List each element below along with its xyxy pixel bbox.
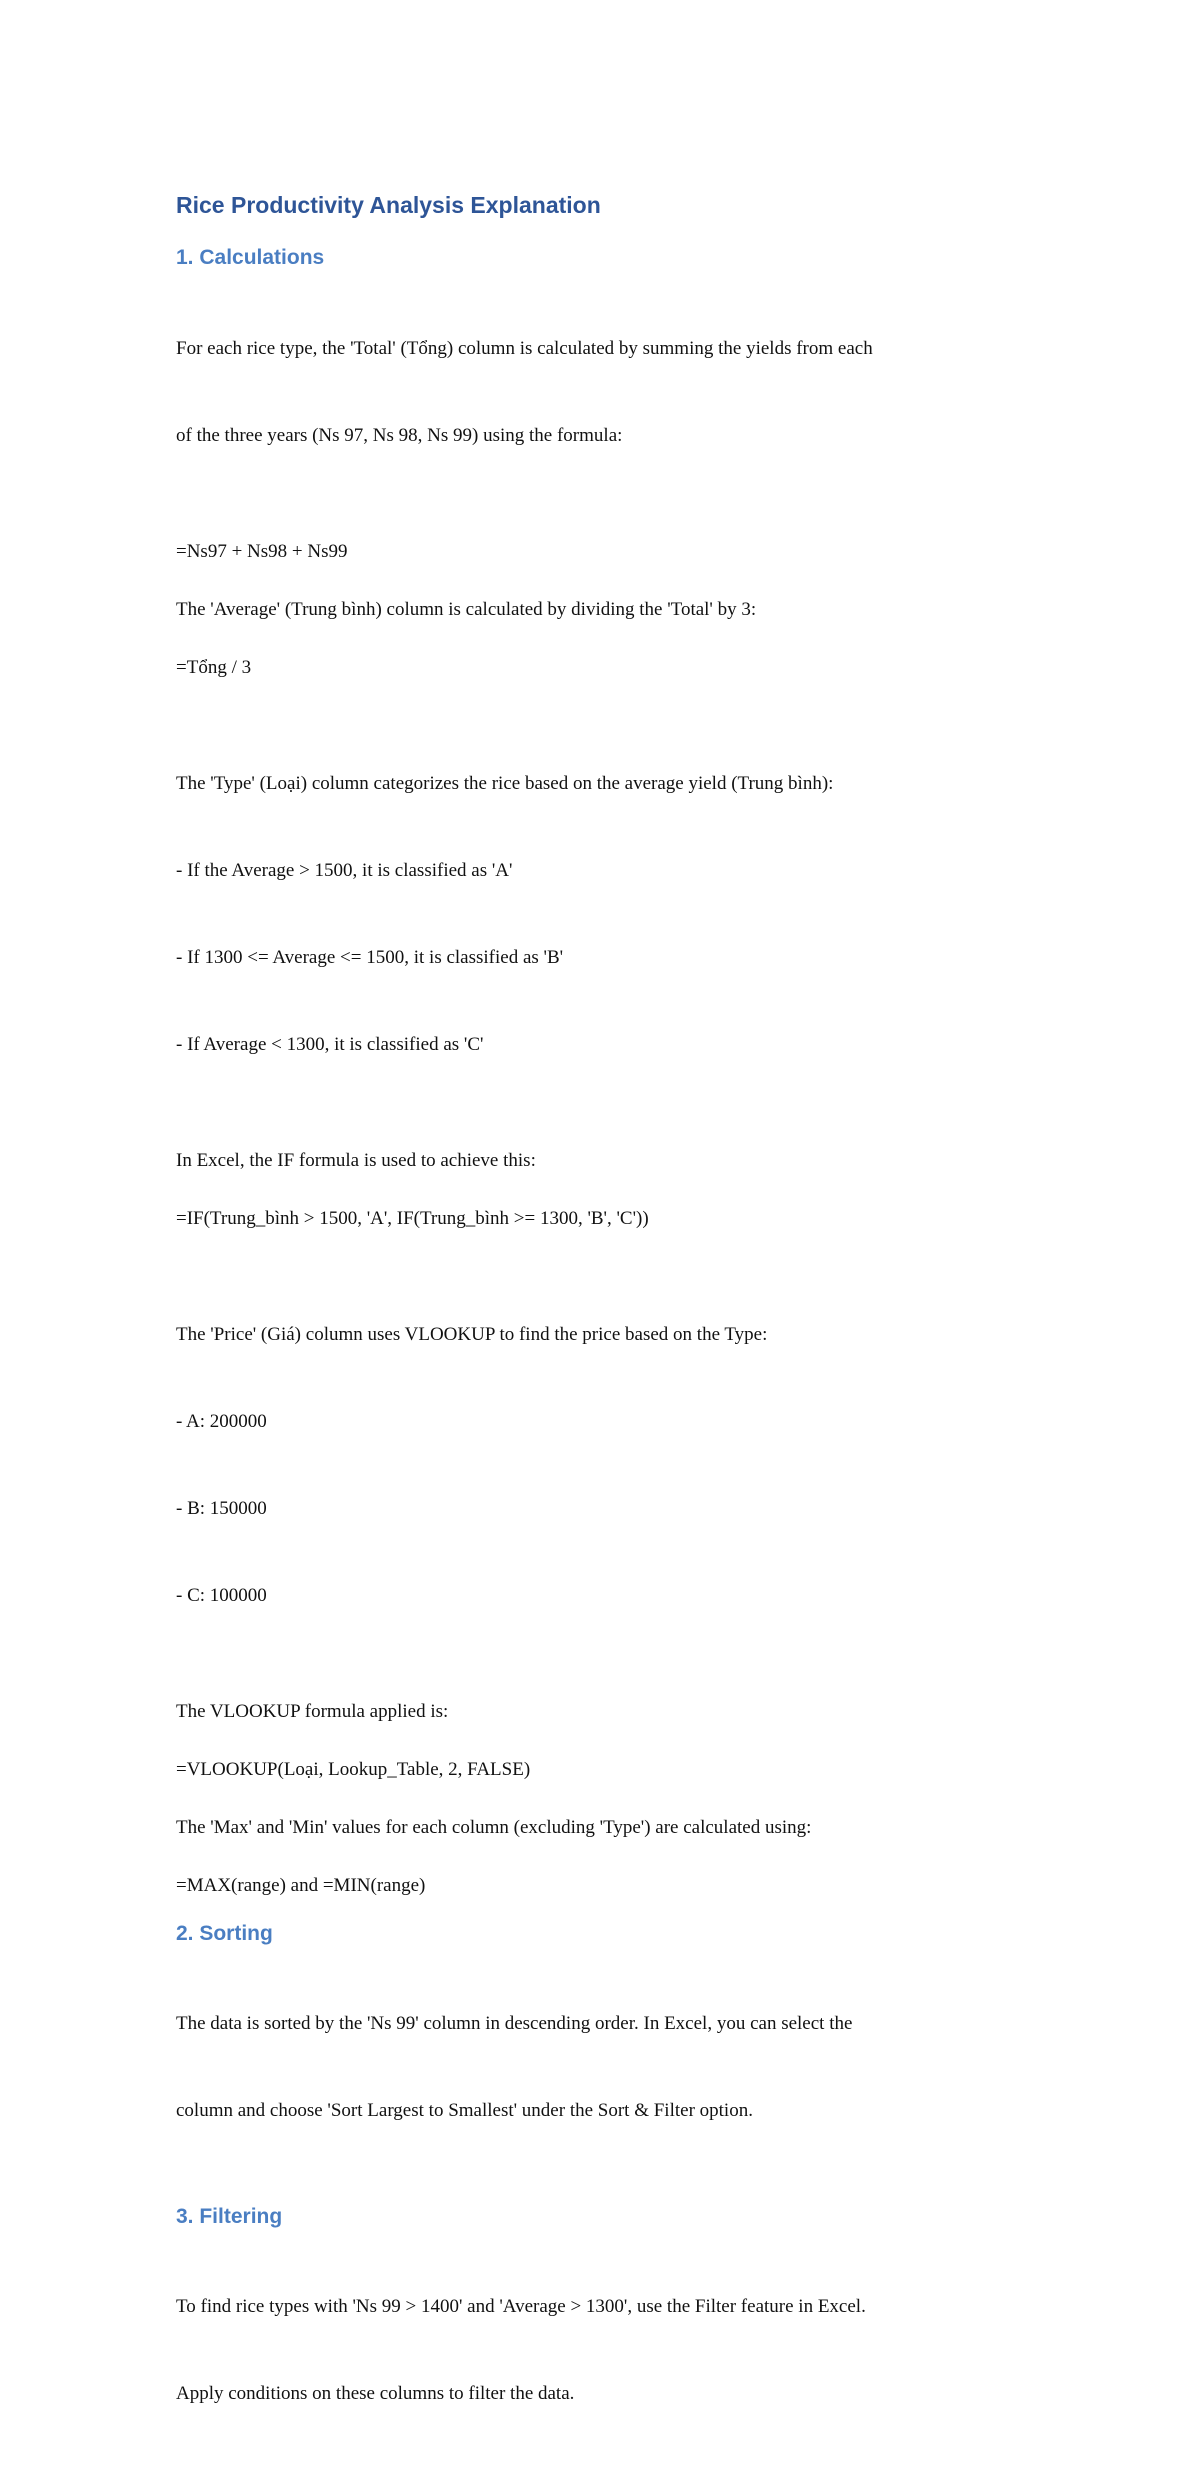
formula-if: =IF(Trung_bình > 1500, 'A', IF(Trung_bình >= 1300, 'B', 'C')) — [176, 1208, 649, 1229]
type-rule-b: - If 1300 <= Average <= 1500, it is classified as 'B' — [176, 947, 564, 968]
price-item-b: - B: 150000 — [176, 1498, 267, 1519]
document-content — [176, 188, 1036, 2466]
type-intro: The 'Type' (Loại) column categorizes the rice based on the average yield (Trung bình): — [176, 773, 834, 794]
sorting-line-1: The data is sorted by the 'Ns 99' column in descending order. In Excel, you can select the — [176, 2013, 853, 2034]
average-description: The 'Average' (Trung bình) column is calculated by dividing the 'Total' by 3: — [176, 599, 757, 620]
formula-total: =Ns97 + Ns98 + Ns99 — [176, 541, 348, 562]
section-heading-sorting: 2. Sorting — [176, 1922, 273, 1945]
price-item-a: - A: 200000 — [176, 1411, 267, 1432]
type-description — [176, 711, 1036, 1117]
formula-vlookup: =VLOOKUP(Loại, Lookup_Table, 2, FALSE) — [176, 1759, 531, 1780]
sorting-line-2: column and choose 'Sort Largest to Smallest' under the Sort & Filter option. — [176, 2100, 753, 2121]
filtering-line-2: Apply conditions on these columns to filter the data. — [176, 2383, 575, 2404]
vlookup-description: The VLOOKUP formula applied is: — [176, 1701, 449, 1722]
filtering-text — [176, 2234, 1036, 2466]
type-rule-a: - If the Average > 1500, it is classified as 'A' — [176, 860, 513, 881]
document-title: Rice Productivity Analysis Explanation — [176, 192, 601, 218]
calculations-intro-line-1: For each rice type, the 'Total' (Tổng) column is calculated by summing the yields from each — [176, 338, 873, 359]
formula-average: =Tổng / 3 — [176, 657, 252, 678]
calculations-intro — [176, 276, 1036, 508]
price-item-c: - C: 100000 — [176, 1585, 267, 1606]
price-intro: The 'Price' (Giá) column uses VLOOKUP to find the price based on the Type: — [176, 1324, 768, 1345]
type-rule-c: - If Average < 1300, it is classified as 'C' — [176, 1034, 484, 1055]
price-description — [176, 1262, 1036, 1668]
if-description: In Excel, the IF formula is used to achieve this: — [176, 1150, 536, 1171]
calculations-intro-line-2: of the three years (Ns 97, Ns 98, Ns 99) using the formula: — [176, 425, 623, 446]
formula-maxmin: =MAX(range) and =MIN(range) — [176, 1875, 426, 1896]
filtering-line-1: To find rice types with 'Ns 99 > 1400' and 'Average > 1300', use the Filter feature in Excel. — [176, 2296, 866, 2317]
section-heading-calculations: 1. Calculations — [176, 246, 325, 269]
sorting-text — [176, 1951, 1036, 2183]
maxmin-description: The 'Max' and 'Min' values for each column (excluding 'Type') are calculated using: — [176, 1817, 812, 1838]
section-heading-filtering: 3. Filtering — [176, 2205, 283, 2228]
